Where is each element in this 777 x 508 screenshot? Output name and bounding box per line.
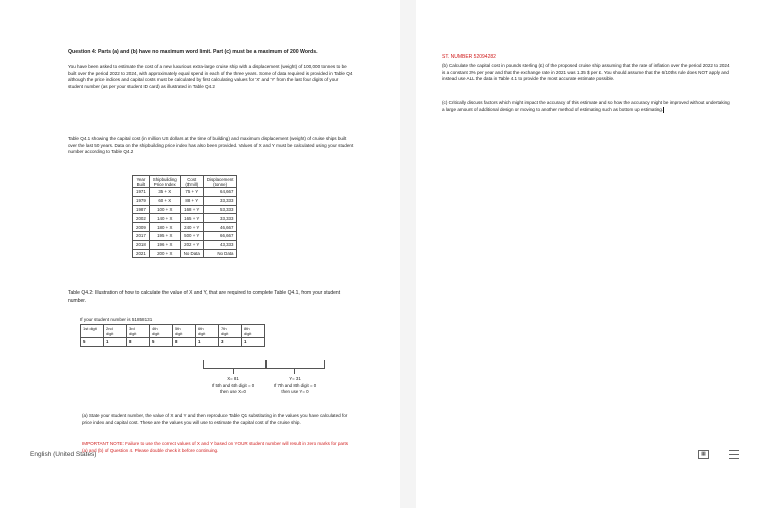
table-row: 2018 196 + X 202 + Y 43,333 (133, 240, 237, 249)
digit-value-row: 5 1 8 5 8 1 3 1 (81, 338, 265, 347)
x-rule: X= 81 If 5th and 6th digit = 0 then use X=0 (211, 376, 255, 395)
shipbuilding-table (132, 175, 237, 258)
y-bracket-stem (294, 368, 295, 374)
table-header-row (133, 176, 237, 188)
student-number-label: If your student number is 51858131 (80, 317, 153, 322)
student-number-heading[interactable]: ST. NUMBER 52094282 (442, 54, 496, 60)
part-c-text[interactable]: (c) Critically discuss factors which might impact the accuracy of this estimate and so how the accuracy might be improved without undertaking a large amount of additional design or moving to another method of estimating such as bottom up estimating. (442, 100, 730, 112)
part-a-text: (a) State your student number, the value of X and Y and then reproduce Table Q1 substituting in the values you have calculated for price index and capital cost. These are the values you will use to estimate the capital cost of the cruise ship. (82, 413, 348, 425)
intro-paragraph: You have been asked to estimate the cost of a new luxurious extra-large cruise ship with a displacement (weight) of 100,000 tonnes to be built over the period 2022 to 2024, with approximately equal spend in each of the three years. Some of data required is provided in Table Q4 although the price indices and capital costs must be calculated by first calculating values for 'X' and 'Y' from the last four digits of your student number (as per your student ID card) as illustrated in Table Q4.2 (68, 64, 353, 89)
x-digit-bracket (203, 360, 266, 369)
status-bar (0, 446, 777, 460)
page-gutter (400, 0, 416, 508)
table-caption: Table Q4.2: Illustration of how to calculate the value of X and Y, that are required to complete Table Q4.1, from your student number. (68, 290, 341, 304)
table-row: 2002 140 + X 165 + Y 33,333 (133, 214, 237, 223)
y-rule: Y= 31 If 7th and 8th digit = 0 then use Y= 0 (273, 376, 317, 395)
text-cursor (663, 107, 664, 113)
x-bracket-stem (233, 368, 234, 374)
table-description: Table Q4.1 showing the capital cost (in million US dollars at the time of building) and maximum displacement (weight) of cruise ships built over the last 50 years. Data on the shipbuilding price index has also been provided. Values of X and Y must be calculated using your student number according to Table Q4.2 (68, 136, 354, 155)
col-header-cost: Cost ($'mill) (180, 176, 203, 188)
document-page-left (52, 34, 382, 454)
col-header-displacement: Displacement (tonne) (203, 176, 237, 188)
layout-icon[interactable]: ▦ (698, 450, 709, 459)
digit-table (80, 324, 265, 347)
menu-icon[interactable] (729, 450, 739, 459)
col-header-year: Year Built (133, 176, 150, 188)
table-row: 2021 200 + X No Data No Data (133, 249, 237, 258)
table-row: 2017 195 + X 500 + Y 66,667 (133, 231, 237, 240)
table-row: 1971 35 + X 75 + Y 64,667 (133, 188, 237, 197)
part-b-text[interactable]: (b) Calculate the capital cost in pounds sterling (£) of the proposed cruise ship assuming that the rate of inflation over the period 2022 to 2024 is a constant 3% per year and that the exchange rate in 2021 was 1.35 $ per £. You should assume that the 6/10ths rule does NOT apply and instead use ALL the data in Table 4.1 to provide the most accurate estimate possible. (442, 63, 730, 82)
document-page-right (424, 34, 744, 454)
important-note: IMPORTANT NOTE: Failure to use the correct values of X and Y based on YOUR student number will result in zero marks for parts (a) and (b) of Question 4. Please double check it before continuing. (82, 441, 349, 453)
digit-header-row: 1st digit 2nd digit 3rd digit 4th digit 5th digit 6th digit 7th digit 8th digit (81, 325, 265, 338)
table-row: 1987 100 + X 168 + Y 53,333 (133, 205, 237, 214)
table-row: 2009 180 + X 240 + Y 46,667 (133, 223, 237, 232)
question-heading: Question 4: Parts (a) and (b) have no maximum word limit. Part (c) must be a maximum of 200 Words. (68, 49, 318, 55)
y-digit-bracket (266, 360, 325, 369)
col-header-index: Shipbuilding Price Index (149, 176, 180, 188)
language-indicator[interactable]: English (United States) (30, 451, 97, 458)
table-row: 1979 60 + X 88 + Y 33,333 (133, 196, 237, 205)
